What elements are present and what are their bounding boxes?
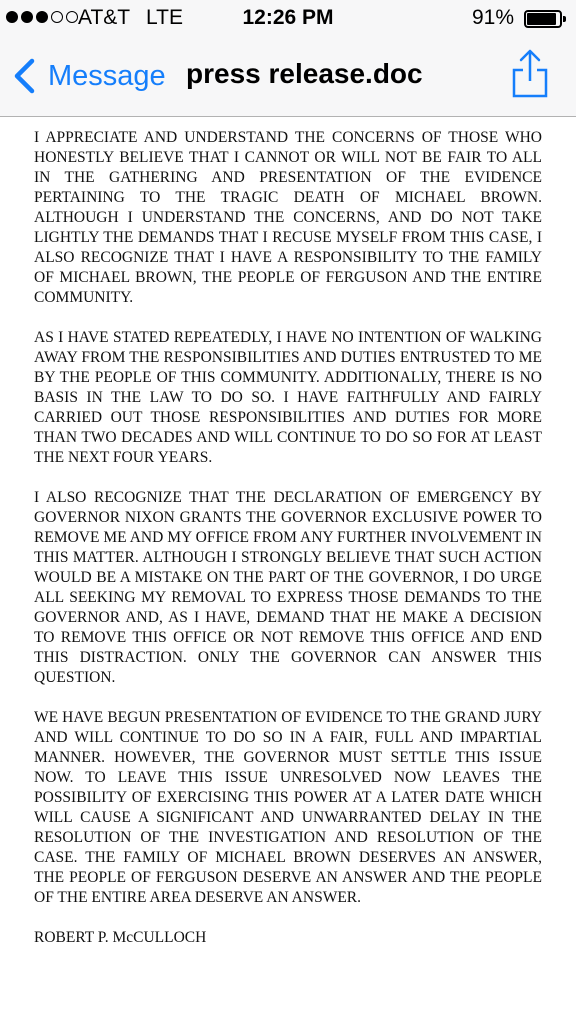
share-icon[interactable] bbox=[508, 48, 552, 98]
document-paragraph-2: AS I HAVE STATED REPEATEDLY, I HAVE NO INTENTION OF WALKING AWAY FROM THE RESPONSIBILITIES AND DUTIES ENTRUSTED TO ME BY THE PEOPLE OF THIS COMMUNITY. ADDITIONALLY, THERE IS NO BASIS IN THE LAW TO DO SO. I HAVE FAITHFULLY AND FAIRLY CARRIED OUT THOSE RESPONSIBILITIES AND DUTIES FOR MORE THAN TWO DECADES AND WILL CONTINUE TO DO SO FOR AT LEAST THE NEXT FOUR YEARS. bbox=[34, 329, 542, 466]
document-signature: ROBERT P. McCULLOCH bbox=[34, 929, 207, 946]
document-body bbox=[34, 128, 542, 968]
document-paragraph-4: WE HAVE BEGUN PRESENTATION OF EVIDENCE TO THE GRAND JURY AND WILL CONTINUE TO DO SO IN A FAIR, FULL AND IMPARTIAL MANNER. HOWEVER, THE GOVERNOR MUST SETTLE THIS ISSUE NOW. TO LEAVE THIS ISSUE UNRESOLVED NOW LEAVES THE POSSIBILITY OF EXERCISING THIS POWER AT A LATER DATE WHICH WILL CAUSE A SIGNIFICANT AND UNWARRANTED DELAY IN THE RESOLUTION OF THE INVESTIGATION AND RESOLUTION OF THE CASE. THE FAMILY OF MICHAEL BROWN DESERVES AN ANSWER, THE PEOPLE OF FERGUSON DESERVE AN ANSWER AND THE PEOPLE OF THE ENTIRE AREA DESERVE AN ANSWER. bbox=[34, 709, 542, 906]
network-type: LTE bbox=[146, 6, 183, 29]
status-time: 12:26 PM bbox=[242, 6, 334, 29]
back-button[interactable] bbox=[12, 54, 166, 98]
battery-percentage: 91% bbox=[471, 6, 514, 29]
status-bar bbox=[0, 0, 576, 36]
document-title: press release.doc bbox=[186, 58, 423, 89]
navigation-bar bbox=[0, 36, 576, 117]
battery-icon bbox=[524, 10, 566, 28]
carrier-name: AT&T bbox=[78, 6, 131, 29]
battery-fill bbox=[527, 13, 556, 25]
document-paragraph-1: I APPRECIATE AND UNDERSTAND THE CONCERNS OF THOSE WHO HONESTLY BELIEVE THAT I CANNOT OR WILL NOT BE FAIR TO ALL IN THE GATHERING AND PRESENTATION OF THE EVIDENCE PERTAINING TO THE TRAGIC DEATH OF MICHAEL BROWN. ALTHOUGH I UNDERSTAND THE CONCERNS, AND DO NOT TAKE LIGHTLY THE DEMANDS THAT I RECUSE MYSELF FROM THIS CASE, I ALSO RECOGNIZE THAT I HAVE A RESPONSIBILITY TO THE FAMILY OF MICHAEL BROWN, THE PEOPLE OF FERGUSON AND THE ENTIRE COMMUNITY. bbox=[34, 129, 542, 306]
chevron-left-icon bbox=[12, 58, 36, 94]
back-button-label: Message bbox=[48, 59, 166, 92]
document-paragraph-3: I ALSO RECOGNIZE THAT THE DECLARATION OF EMERGENCY BY GOVERNOR NIXON GRANTS THE GOVERNOR EXCLUSIVE POWER TO REMOVE ME AND MY OFFICE FROM ANY FURTHER INVOLVEMENT IN THIS MATTER. ALTHOUGH I STRONGLY BELIEVE THAT SUCH ACTION WOULD BE A MISTAKE ON THE PART OF THE GOVERNOR, I DO URGE ALL SEEKING MY REMOVAL TO EXPRESS THOSE DEMANDS TO THE GOVERNOR AND, AS I HAVE, DEMAND THAT HE MAKE A DECISION TO REMOVE THIS OFFICE OR NOT REMOVE THIS OFFICE AND END THIS DISTRACTION. ONLY THE GOVERNOR CAN ANSWER THIS QUESTION. bbox=[34, 489, 542, 686]
